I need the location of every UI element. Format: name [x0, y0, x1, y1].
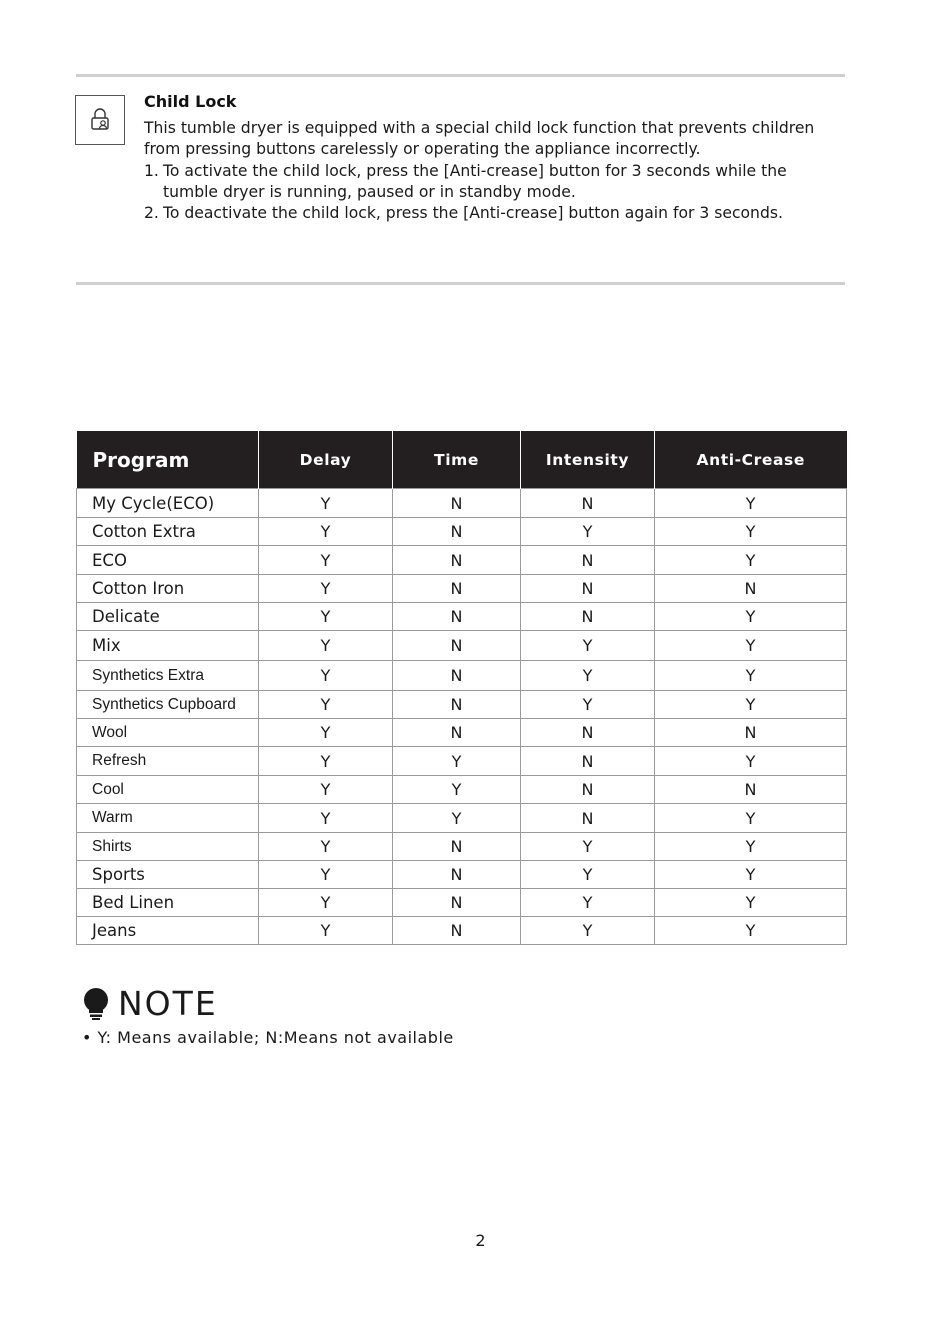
step-number: 1. — [144, 161, 159, 180]
intensity-cell: Y — [521, 861, 655, 889]
time-cell: Y — [393, 776, 521, 804]
anti-crease-cell: Y — [655, 691, 847, 719]
delay-cell: Y — [259, 889, 393, 917]
anti-crease-cell: N — [655, 776, 847, 804]
table-row — [77, 833, 847, 861]
table-row — [77, 661, 847, 691]
table-row — [77, 747, 847, 776]
intensity-cell: N — [521, 776, 655, 804]
delay-cell: Y — [259, 546, 393, 575]
intensity-cell: Y — [521, 917, 655, 945]
time-cell: N — [393, 889, 521, 917]
program-name: Warm — [77, 804, 259, 833]
time-cell: N — [393, 661, 521, 691]
anti-crease-cell: Y — [655, 861, 847, 889]
table-header-row — [77, 431, 847, 489]
intensity-cell: N — [521, 719, 655, 747]
table-row — [77, 889, 847, 917]
intensity-cell: Y — [521, 833, 655, 861]
child-lock-description — [144, 118, 844, 224]
time-cell: N — [393, 833, 521, 861]
program-name: Refresh — [77, 747, 259, 776]
intensity-cell: N — [521, 489, 655, 518]
program-name: Wool — [77, 719, 259, 747]
anti-crease-cell: Y — [655, 917, 847, 945]
program-name: My Cycle(ECO) — [77, 489, 259, 518]
table-row — [77, 861, 847, 889]
time-cell: N — [393, 546, 521, 575]
time-cell: N — [393, 917, 521, 945]
child-lock-title: Child Lock — [144, 92, 237, 111]
intensity-cell: N — [521, 804, 655, 833]
delay-cell: Y — [259, 917, 393, 945]
delay-cell: Y — [259, 518, 393, 546]
intensity-cell: Y — [521, 691, 655, 719]
program-name: Delicate — [77, 603, 259, 631]
child-lock-icon — [75, 95, 125, 145]
table-row — [77, 691, 847, 719]
anti-crease-cell: Y — [655, 747, 847, 776]
program-name: Synthetics Extra — [77, 661, 259, 691]
intensity-cell: Y — [521, 661, 655, 691]
table-row — [77, 489, 847, 518]
header-program: Program — [77, 431, 259, 489]
table-row — [77, 719, 847, 747]
delay-cell: Y — [259, 575, 393, 603]
program-options-table — [76, 431, 847, 945]
program-name: Cool — [77, 776, 259, 804]
anti-crease-cell: Y — [655, 518, 847, 546]
intensity-cell: N — [521, 603, 655, 631]
intensity-cell: N — [521, 546, 655, 575]
delay-cell: Y — [259, 603, 393, 631]
anti-crease-cell: Y — [655, 661, 847, 691]
header-intensity: Intensity — [521, 431, 655, 489]
table-row — [77, 776, 847, 804]
note-title: NOTE — [118, 984, 218, 1023]
anti-crease-cell: Y — [655, 833, 847, 861]
time-cell: N — [393, 691, 521, 719]
top-divider — [76, 74, 845, 77]
table-row — [77, 575, 847, 603]
anti-crease-cell: Y — [655, 889, 847, 917]
program-name: Mix — [77, 631, 259, 661]
time-cell: N — [393, 861, 521, 889]
step-text: To deactivate the child lock, press the [Anti-crease] button again for 3 seconds. — [163, 204, 783, 223]
note-text: • Y: Means available; N:Means not available — [82, 1028, 454, 1047]
table-row — [77, 518, 847, 546]
delay-cell: Y — [259, 691, 393, 719]
header-time: Time — [393, 431, 521, 489]
delay-cell: Y — [259, 747, 393, 776]
time-cell: N — [393, 603, 521, 631]
step-number: 2. — [144, 204, 159, 223]
intensity-cell: Y — [521, 631, 655, 661]
anti-crease-cell: Y — [655, 489, 847, 518]
anti-crease-cell: N — [655, 719, 847, 747]
intensity-cell: Y — [521, 518, 655, 546]
child-lock-intro: This tumble dryer is equipped with a special child lock function that prevents children from pressing buttons carelessly or operating the appliance incorrectly. — [144, 119, 815, 159]
page-number: 2 — [475, 1231, 486, 1250]
time-cell: Y — [393, 804, 521, 833]
program-name: Bed Linen — [77, 889, 259, 917]
time-cell: N — [393, 575, 521, 603]
table-row — [77, 631, 847, 661]
program-name: Shirts — [77, 833, 259, 861]
delay-cell: Y — [259, 661, 393, 691]
program-name: ECO — [77, 546, 259, 575]
anti-crease-cell: N — [655, 575, 847, 603]
anti-crease-cell: Y — [655, 631, 847, 661]
padlock-icon — [87, 107, 113, 133]
program-name: Cotton Iron — [77, 575, 259, 603]
intensity-cell: N — [521, 575, 655, 603]
table-row — [77, 546, 847, 575]
time-cell: N — [393, 489, 521, 518]
anti-crease-cell: Y — [655, 546, 847, 575]
delay-cell: Y — [259, 833, 393, 861]
lightbulb-icon — [82, 988, 110, 1020]
child-lock-step — [144, 161, 844, 204]
delay-cell: Y — [259, 489, 393, 518]
table-row — [77, 917, 847, 945]
delay-cell: Y — [259, 719, 393, 747]
anti-crease-cell: Y — [655, 804, 847, 833]
anti-crease-cell: Y — [655, 603, 847, 631]
time-cell: N — [393, 631, 521, 661]
time-cell: N — [393, 719, 521, 747]
delay-cell: Y — [259, 631, 393, 661]
header-delay: Delay — [259, 431, 393, 489]
time-cell: Y — [393, 747, 521, 776]
note-heading — [82, 984, 218, 1023]
bottom-divider — [76, 282, 845, 285]
table-row — [77, 603, 847, 631]
intensity-cell: Y — [521, 889, 655, 917]
child-lock-step — [144, 203, 844, 224]
delay-cell: Y — [259, 776, 393, 804]
table-row — [77, 804, 847, 833]
program-name: Jeans — [77, 917, 259, 945]
step-text: To activate the child lock, press the [Anti-crease] button for 3 seconds while the tumble dryer is running, paused or in standby mode. — [163, 161, 787, 201]
program-name: Synthetics Cupboard — [77, 691, 259, 719]
time-cell: N — [393, 518, 521, 546]
program-name: Sports — [77, 861, 259, 889]
program-name: Cotton Extra — [77, 518, 259, 546]
delay-cell: Y — [259, 804, 393, 833]
header-anti-crease: Anti-Crease — [655, 431, 847, 489]
delay-cell: Y — [259, 861, 393, 889]
intensity-cell: N — [521, 747, 655, 776]
